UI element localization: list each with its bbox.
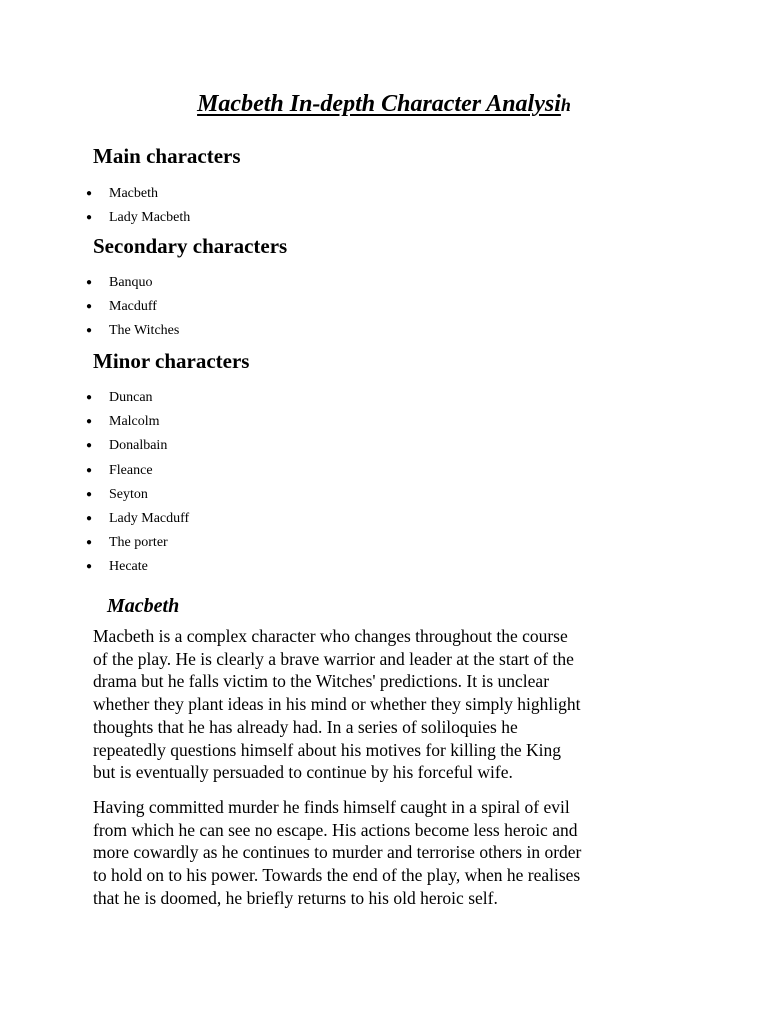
bullet-icon: ● [86,212,93,224]
paragraph-line: to hold on to his power. Towards the end of the play, when he realises [93,865,581,886]
paragraph-line: but is eventually persuaded to continue by his forceful wife. [93,762,513,783]
bullet-icon: ● [86,512,93,524]
bullet-icon: ● [86,464,93,476]
minor-characters-heading: Minor characters [93,349,250,373]
document-title-main: Macbeth In-depth Character Analysi [197,91,561,117]
bullet-icon: ● [86,277,93,288]
paragraph-line: more cowardly as he continues to murder and terrorise others in order [93,842,582,863]
analysis-paragraph-2 [93,796,693,910]
document-title-tail: h [560,95,571,115]
macbeth-analysis-heading: Macbeth [107,595,180,617]
bullet-icon: ● [86,561,93,573]
analysis-paragraph-1 [93,625,693,784]
document-page: Macbeth In-depth Character Analysih Main characters ● Macbeth ● Lady Macbeth Secondary characters ● Banquo ● Macduff ● The Witches Minor characters ● Duncan ● Malcolm ● Donalbain ● Fleance ● Seyton ● Lady Macduff ● The porter ● Hecate Macbeth Macbeth is a complex character who changes throughout the course of the play. He is clearly a brave warrior and leader at the start of the drama but he falls victim to the Witches' predictions. It is unclear whether they plant ideas in his mind or whether they simply highlight thoughts that he has already had. In a series of soliloquies he repeatedly questions himself about his motives for killing the King but is eventually persuaded to continue by his forceful wife. Having committed murder he finds himself caught in a spiral of evil from which he can see no escape. His actions become less heroic and more cowardly as he continues to murder and terrorise others in order to hold on to his power. Towards the end of the play, when he realises that he is doomed, he briefly returns to his old heroic self. [0,0,768,1024]
bullet-icon: ● [86,537,93,549]
paragraph-line: whether they plant ideas in his mind or whether they simply highlight [93,694,581,715]
paragraph-line: repeatedly questions himself about his motives for killing the King [93,739,562,760]
main-characters-heading: Main characters [93,144,241,168]
secondary-characters-heading: Secondary characters [93,234,288,258]
paragraph-line: Having committed murder he finds himself caught in a spiral of evil [93,797,570,817]
bullet-icon: ● [86,488,93,500]
paragraph-line: thoughts that he has already had. In a series of soliloquies he [93,716,518,737]
bullet-icon: ● [86,416,93,428]
bullet-icon: ● [86,392,93,403]
document-title [0,88,768,121]
bullet-icon: ● [86,325,93,337]
bullet-icon: ● [86,440,93,452]
bullet-icon: ● [86,188,93,199]
paragraph-line: Macbeth is a complex character who changes throughout the course [93,626,568,646]
paragraph-line: drama but he falls victim to the Witches' predictions. It is unclear [93,671,550,692]
paragraph-line: from which he can see no escape. His actions become less heroic and [93,819,578,840]
paragraph-line: that he is doomed, he briefly returns to his old heroic self. [93,887,498,908]
paragraph-line: of the play. He is clearly a brave warrior and leader at the start of the [93,648,574,669]
bullet-icon: ● [86,301,93,313]
